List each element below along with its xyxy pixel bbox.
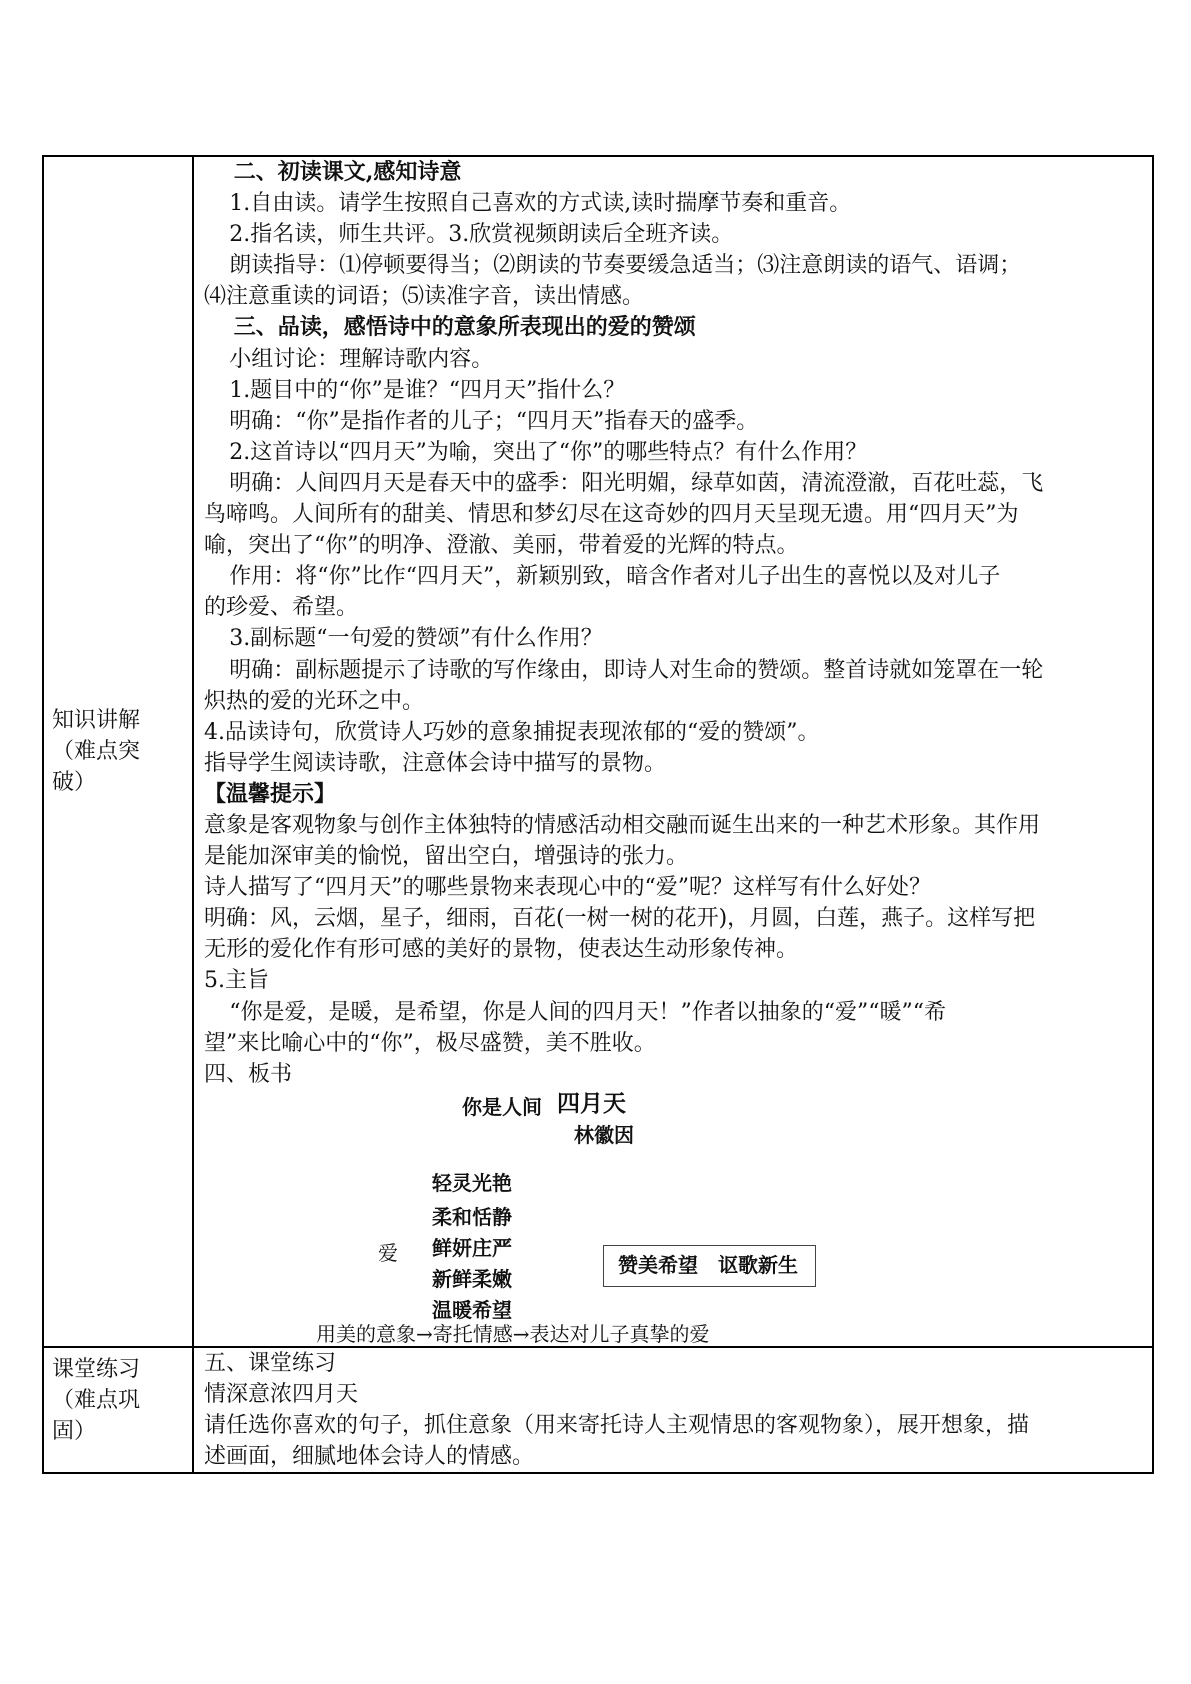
board-word: 轻灵光艳 <box>432 1170 512 1195</box>
board-word: 柔和恬静 <box>432 1204 512 1229</box>
section-heading-4: 四、板书 <box>204 1061 293 1087</box>
question: 3.副标题“一句爱的赞颂”有什么作用？ <box>229 626 603 652</box>
knowledge-content-cell <box>193 156 1153 1347</box>
board-word: 温暖希望 <box>432 1297 512 1322</box>
knowledge-label-cell <box>43 156 193 1347</box>
tip-line: 意象是客观物象与创作主体独特的情感活动相交融而诞生出来的一种艺术形象。其作用 <box>204 812 1041 838</box>
task-line: 述画面，细腻地体会诗人的情感。 <box>204 1444 535 1470</box>
board-word: 新鲜柔嫩 <box>432 1266 512 1291</box>
paragraph: 指导学生阅读诗歌，注意体会诗中描写的景物。 <box>204 750 667 776</box>
paragraph: 1.自由读。请学生按照自己喜欢的方式读,读时揣摩节奏和重音。 <box>229 191 852 217</box>
question: 2.这首诗以“四月天”为喻，突出了“你”的哪些特点？有什么作用？ <box>229 439 868 465</box>
effect-line: 作用：将“你”比作“四月天”，新颖别致，暗含作者对儿子出生的喜悦以及对儿子 <box>229 564 1001 590</box>
question: 4.品读诗句，欣赏诗人巧妙的意象捕捉表现浓郁的“爱的赞颂”。 <box>204 719 820 745</box>
label-line: （难点突 <box>52 738 141 764</box>
tip-title: 【温馨提示】 <box>204 780 337 807</box>
answer-line: 炽热的爱的光环之中。 <box>204 688 425 714</box>
blackboard-design <box>204 1089 1134 1346</box>
answer-line: 明确：副标题提示了诗歌的写作缘由，即诗人对生命的赞颂。整首诗就如笼罩在一轮 <box>229 657 1044 683</box>
board-word: 鲜妍庄严 <box>432 1235 512 1260</box>
knowledge-row <box>43 156 1153 1347</box>
paragraph: 小组讨论：理解诗歌内容。 <box>229 346 494 372</box>
question: 1.题目中的“你”是谁？“四月天”指什么？ <box>229 377 626 403</box>
label-line: 课堂练习 <box>52 1356 141 1382</box>
task-line: 请任选你喜欢的句子，抓住意象（用来寄托诗人主观情思的客观物象），展开想象，描 <box>204 1413 1030 1438</box>
answer-line: 无形的爱化作有形可感的美好的景物，使表达生动形象传神。 <box>204 937 799 963</box>
answer-line: 鸟啼鸣。人间所有的甜美、情思和梦幻尽在这奇妙的四月天呈现无遗。用“四月天”为 <box>204 502 1019 528</box>
theme-line: “你是爱，是暖，是希望，你是人间的四月天！”作者以抽象的“爱”“暖”“希 <box>229 999 947 1025</box>
reading-guide-line: 朗读指导：⑴停顿要得当；⑵朗读的节奏要缓急适当；⑶注意朗读的语气、语调； <box>229 253 1022 279</box>
section-heading-3: 三、品读，感悟诗中的意象所表现出的爱的赞颂 <box>233 314 696 341</box>
theme-line: 望”来比喻心中的“你”，极尽盛赞，美不胜收。 <box>204 1030 656 1056</box>
practice-subtitle: 情深意浓四月天 <box>204 1381 359 1407</box>
label-line: 破） <box>52 769 97 795</box>
label-line: 知识讲解 <box>52 707 141 733</box>
practice-label-cell <box>43 1347 193 1473</box>
section-heading-5: 五、课堂练习 <box>204 1350 337 1376</box>
effect-line: 的珍爱、希望。 <box>204 595 359 621</box>
tip-line: 是能加深审美的愉悦，留出空白，增强诗的张力。 <box>204 844 689 870</box>
board-summary-box: 赞美希望 讴歌新生 <box>603 1245 816 1287</box>
practice-row <box>43 1347 1153 1473</box>
board-love: 爱 <box>378 1240 398 1265</box>
board-title-part: 四月天 <box>557 1089 626 1117</box>
label-line: 固） <box>52 1418 97 1444</box>
board-flow: 用美的意象→寄托情感→表达对儿子真挚的爱 <box>316 1321 710 1346</box>
label-line: （难点巩 <box>52 1387 141 1413</box>
paragraph: 2.指名读，师生共评。3.欣赏视频朗读后全班齐读。 <box>229 222 734 248</box>
answer: 明确：“你”是指作者的儿子；“四月天”指春天的盛季。 <box>229 408 759 434</box>
board-author: 林徽因 <box>574 1122 634 1147</box>
theme-title: 5.主旨 <box>204 968 269 994</box>
question: 诗人描写了“四月天”的哪些景物来表现心中的“爱”呢？这样写有什么好处？ <box>204 875 931 901</box>
section-heading-2: 二、初读课文,感知诗意 <box>233 159 462 185</box>
answer-line: 喻，突出了“你”的明净、澄澈、美丽，带着爱的光辉的特点。 <box>204 533 799 559</box>
lesson-plan-table <box>42 155 1154 1474</box>
board-title-part: 你是人间 <box>462 1094 542 1119</box>
answer-line: 明确：人间四月天是春天中的盛季：阳光明媚，绿草如茵，清流澄澈，百花吐蕊，飞 <box>229 470 1044 496</box>
reading-guide-line: ⑷注意重读的词语；⑸读准字音，读出情感。 <box>204 284 645 310</box>
answer-line: 明确：风，云烟，星子，细雨，百花(一树一树的花开)，月圆，白莲，燕子。这样写把 <box>204 906 1036 932</box>
practice-content-cell <box>193 1347 1153 1473</box>
